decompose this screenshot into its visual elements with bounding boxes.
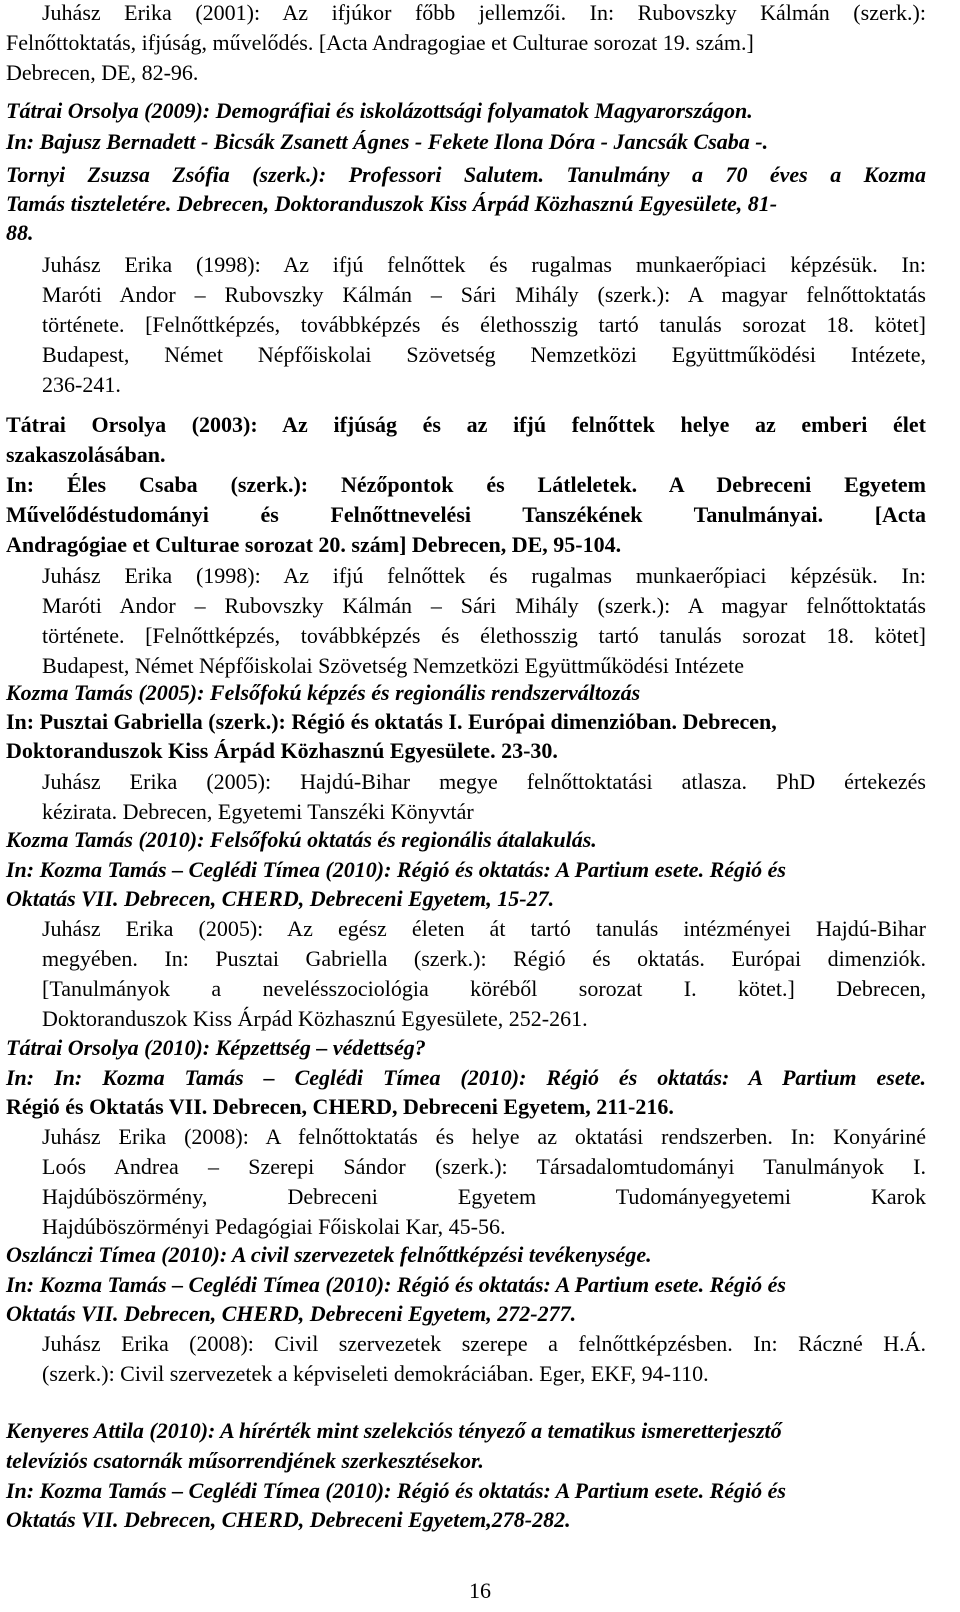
reference-line: Kozma Tamás (2005): Felsőfokú képzés és regionális rendszerváltozás <box>6 680 641 705</box>
reference-line: In: Éles Csaba (szerk.): Nézőpontok és Látleletek. A Debreceni Egyetem <box>6 472 926 497</box>
reference-line: Juhász Erika (1998): Az ifjú felnőttek és rugalmas munkaerőpiaci képzésük. In: <box>42 252 926 277</box>
reference-line: megyében. In: Pusztai Gabriella (szerk.): Régió és oktatás. Európai dimenziók. <box>42 946 926 971</box>
reference-line: Doktoranduszok Kiss Árpád Közhasznú Egyesülete, 252-261. <box>42 1006 588 1031</box>
reference-line: Kozma Tamás (2010): Felsőfokú oktatás és regionális átalakulás. <box>6 827 597 852</box>
reference-line: kézirata. Debrecen, Egyetemi Tanszéki Könyvtár <box>42 799 474 824</box>
reference-line: Oktatás VII. Debrecen, CHERD, Debreceni Egyetem, 272-277. <box>6 1301 577 1326</box>
reference-line: Maróti Andor – Rubovszky Kálmán – Sári Mihály (szerk.): A magyar felnőttoktatás <box>42 593 926 618</box>
reference-line: Andragógiae et Culturae sorozat 20. szám] Debrecen, DE, 95-104. <box>6 532 622 557</box>
reference-line: története. [Felnőttképzés, továbbképzés és élethosszig tartó tanulás sorozat 18. kötet] <box>42 623 926 648</box>
reference-line: In: Kozma Tamás – Ceglédi Tímea (2010): Régió és oktatás: A Partium esete. Régió és <box>6 1272 786 1297</box>
reference-line: Hajdúböszörmény, Debreceni Egyetem Tudományegyetemi Karok <box>42 1184 926 1209</box>
reference-line: In: Kozma Tamás – Ceglédi Tímea (2010): Régió és oktatás: A Partium esete. Régió és <box>6 857 786 882</box>
reference-line: Tátrai Orsolya (2009): Demográfiai és iskolázottsági folyamatok Magyarországon. <box>6 98 753 123</box>
reference-line: Régió és Oktatás VII. Debrecen, CHERD, Debreceni Egyetem, 211-216. <box>6 1094 674 1119</box>
reference-line: Debrecen, DE, 82-96. <box>6 60 199 85</box>
reference-line: Művelődéstudományi és Felnőttnevelési Tanszékének Tanulmányai. [Acta <box>6 502 926 527</box>
reference-line: Oszlánczi Tímea (2010): A civil szervezetek felnőttképzési tevékenysége. <box>6 1242 652 1267</box>
reference-line: 88. <box>6 220 34 245</box>
reference-line: Juhász Erika (2008): A felnőttoktatás és helye az oktatási rendszerben. In: Konyáriné <box>42 1124 926 1149</box>
reference-line: története. [Felnőttképzés, továbbképzés és élethosszig tartó tanulás sorozat 18. kötet] <box>42 312 926 337</box>
reference-line: Kenyeres Attila (2010): A hírérték mint szelekciós tényező a tematikus ismeretterjesztő <box>6 1418 782 1443</box>
reference-line: 236-241. <box>42 372 121 397</box>
reference-line: Tamás tiszteletére. Debrecen, Doktoranduszok Kiss Árpád Közhasznú Egyesülete, 81- <box>6 191 778 216</box>
reference-line: Loós Andrea – Szerepi Sándor (szerk.): Társadalomtudományi Tanulmányok I. <box>42 1154 926 1179</box>
reference-line: Tátrai Orsolya (2003): Az ifjúság és az ifjú felnőttek helye az emberi élet <box>6 412 926 437</box>
reference-line: Oktatás VII. Debrecen, CHERD, Debreceni Egyetem,278-282. <box>6 1507 571 1532</box>
reference-line: Tátrai Orsolya (2010): Képzettség – védettség? <box>6 1035 426 1060</box>
reference-line: Tornyi Zsuzsa Zsófia (szerk.): Professori Salutem. Tanulmány a 70 éves a Kozma <box>6 162 926 187</box>
reference-line: szakaszolásában. <box>6 442 166 467</box>
reference-line: Juhász Erika (1998): Az ifjú felnőttek és rugalmas munkaerőpiaci képzésük. In: <box>42 563 926 588</box>
reference-line: Hajdúböszörményi Pedagógiai Főiskolai Kar, 45-56. <box>42 1214 506 1239</box>
reference-line: Juhász Erika (2008): Civil szervezetek szerepe a felnőttképzésben. In: Ráczné H.Á. <box>42 1331 926 1356</box>
reference-line: (szerk.): Civil szervezetek a képviseleti demokráciában. Eger, EKF, 94-110. <box>42 1361 709 1386</box>
reference-line: In: Kozma Tamás – Ceglédi Tímea (2010): Régió és oktatás: A Partium esete. Régió és <box>6 1478 786 1503</box>
reference-line: Budapest, Német Népfőiskolai Szövetség Nemzetközi Együttműködési Intézete, <box>42 342 926 367</box>
reference-line: In: Pusztai Gabriella (szerk.): Régió és oktatás I. Európai dimenzióban. Debrecen, <box>6 709 777 734</box>
reference-line: televíziós csatornák műsorrendjének szerkesztésekor. <box>6 1448 484 1473</box>
reference-line: Budapest, Német Népfőiskolai Szövetség Nemzetközi Együttműködési Intézete <box>42 653 744 678</box>
reference-line: [Tanulmányok a nevelésszociológia köréből sorozat I. kötet.] Debrecen, <box>42 976 926 1001</box>
reference-line: In: In: Kozma Tamás – Ceglédi Tímea (2010): Régió és oktatás: A Partium esete. <box>6 1065 926 1090</box>
reference-line: Juhász Erika (2005): Hajdú-Bihar megye felnőttoktatási atlasza. PhD értekezés <box>42 769 926 794</box>
reference-line: Juhász Erika (2001): Az ifjúkor főbb jellemzői. In: Rubovszky Kálmán (szerk.): <box>42 0 926 25</box>
page-number: 16 <box>469 1578 491 1603</box>
reference-line: Felnőttoktatás, ifjúság, művelődés. [Acta Andragogiae et Culturae sorozat 19. szám.] <box>6 30 754 55</box>
reference-line: Juhász Erika (2005): Az egész életen át tartó tanulás intézményei Hajdú-Bihar <box>42 916 926 941</box>
reference-line: Doktoranduszok Kiss Árpád Közhasznú Egyesülete. 23-30. <box>6 738 558 763</box>
reference-line: Maróti Andor – Rubovszky Kálmán – Sári Mihály (szerk.): A magyar felnőttoktatás <box>42 282 926 307</box>
reference-line: In: Bajusz Bernadett - Bicsák Zsanett Ágnes - Fekete Ilona Dóra - Jancsák Csaba -. <box>6 129 769 154</box>
reference-line: Oktatás VII. Debrecen, CHERD, Debreceni Egyetem, 15-27. <box>6 886 555 911</box>
